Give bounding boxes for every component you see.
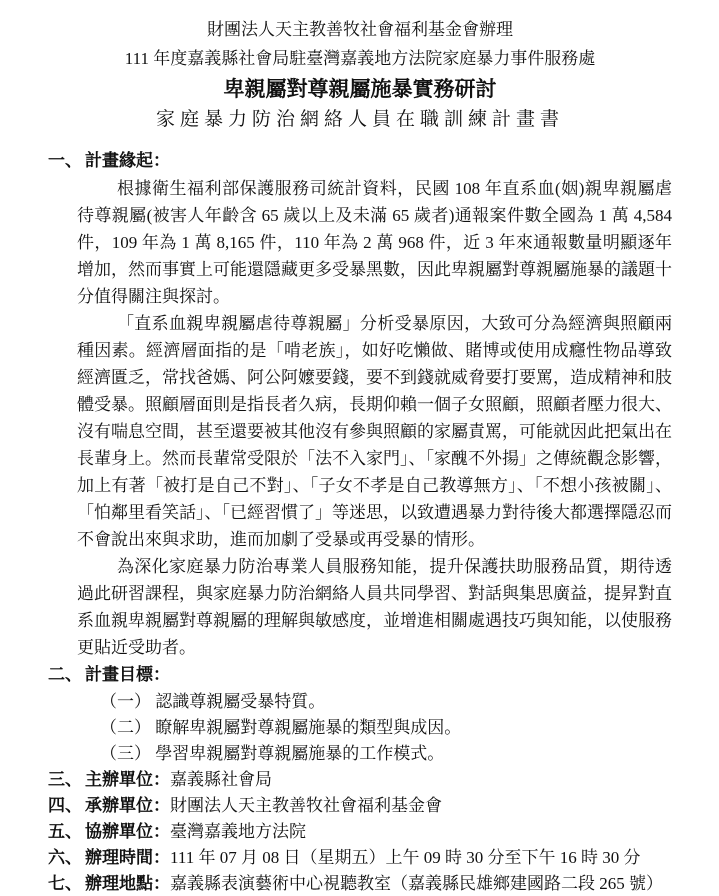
section-undertaking-unit [48, 793, 672, 819]
section-value: 嘉義縣社會局 [170, 770, 272, 789]
goal-item-1: （一） 認識尊親屬受暴特質。 [100, 692, 326, 711]
section-number: 四、 [48, 796, 82, 815]
section-event-time [48, 845, 672, 871]
section-number: 二、 [48, 665, 82, 684]
section-origin-heading [48, 147, 672, 175]
section-number: 三、 [48, 770, 82, 789]
section-host-unit [48, 767, 672, 793]
section-value: 臺灣嘉義地方法院 [170, 822, 306, 841]
goal-item-3: （三） 學習卑親屬對尊親屬施暴的工作模式。 [100, 744, 445, 763]
section-title: 計畫緣起： [85, 151, 170, 170]
section-value: 財團法人天主教善牧社會福利基金會 [170, 796, 442, 815]
program-line: 111 年度嘉義縣社會局駐臺灣嘉義地方法院家庭暴力事件服務處 [124, 49, 596, 68]
origin-paragraph-2: 「直系血親卑親屬虐待尊親屬」分析受暴原因，大致可分為經濟與照顧兩種因素。經濟層面指的是「啃老族」，如好吃懶做、賭博或使用成癮性物品導致經濟匱乏，常找爸媽、阿公阿嬤要錢，要不到錢就威脅要打要罵，造成精神和肢體受暴。照顧層面則是指長者久病，長期仰賴一個子女照顧，照顧者壓力很大、沒有喘息空間，甚至還要被其他沒有參與照顧的家屬責罵，可能就因此把氣出在長輩身上。然而長輩常受限於「法不入家門」、「家醜不外揚」之傳統觀念影響，加上有著「被打是自己不對」、「子女不孝是自己教導無方」、「不想小孩被關」、「怕鄰里看笑話」、「已經習慣了」等迷思，以致遭遇暴力對待後大都選擇隱忍而不會說出來與求助，進而加劇了受暴或再受暴的情形。 [77, 314, 672, 549]
section-goals-heading [48, 661, 672, 689]
section-title: 辦理地點： [85, 874, 170, 893]
section-title: 協辦單位： [85, 822, 170, 841]
section-number: 七、 [48, 874, 82, 893]
section-title: 計畫目標： [85, 665, 170, 684]
section-title: 承辦單位： [85, 796, 170, 815]
section-title: 辦理時間： [85, 848, 170, 867]
section-co-organizer [48, 819, 672, 845]
goal-item-2: （二） 瞭解卑親屬對尊親屬施暴的類型與成因。 [100, 718, 462, 737]
section-title: 主辦單位： [85, 770, 170, 789]
origin-paragraph-1: 根據衛生福利部保護服務司統計資料，民國 108 年直系血(姻)親卑親屬虐待尊親屬(被害人年齡含 65 歲以上及未滿 65 歲者)通報案件數全國為 1 萬 4,584 件，109 年為 1 萬 8,165 件，110 年為 2 萬 968 件，近 3 年來通報數量明顯逐年增加，然而事實上可能還隱藏更多受暴黑數，因此卑親屬對尊親屬施暴的議題十分值得關注與探討。 [77, 179, 672, 306]
section-event-location [48, 871, 672, 896]
document-body [48, 147, 672, 896]
section-number: 五、 [48, 822, 82, 841]
document-title: 卑親屬對尊親屬施暴實務研討 [223, 77, 497, 101]
section-value: 111 年 07 月 08 日（星期五）上午 09 時 30 分至下午 16 時 30 分 [170, 848, 641, 867]
document-header [48, 16, 672, 135]
organizer-line: 財團法人天主教善牧社會福利基金會辦理 [207, 20, 513, 39]
document-subtitle: 家庭暴力防治網絡人員在職訓練計畫書 [155, 109, 564, 130]
section-value: 嘉義縣表演藝術中心視聽教室（嘉義縣民雄鄉建國路二段 265 號） [170, 874, 663, 893]
section-number: 六、 [48, 848, 82, 867]
section-number: 一、 [48, 151, 82, 170]
origin-paragraph-3: 為深化家庭暴力防治專業人員服務知能，提升保護扶助服務品質，期待透過此研習課程，與家庭暴力防治網絡人員共同學習、對話與集思廣益，提昇對直系血親卑親屬對尊親屬的理解與敏感度，並增進相關處遇技巧與知能，以使服務更貼近受助者。 [77, 557, 672, 657]
